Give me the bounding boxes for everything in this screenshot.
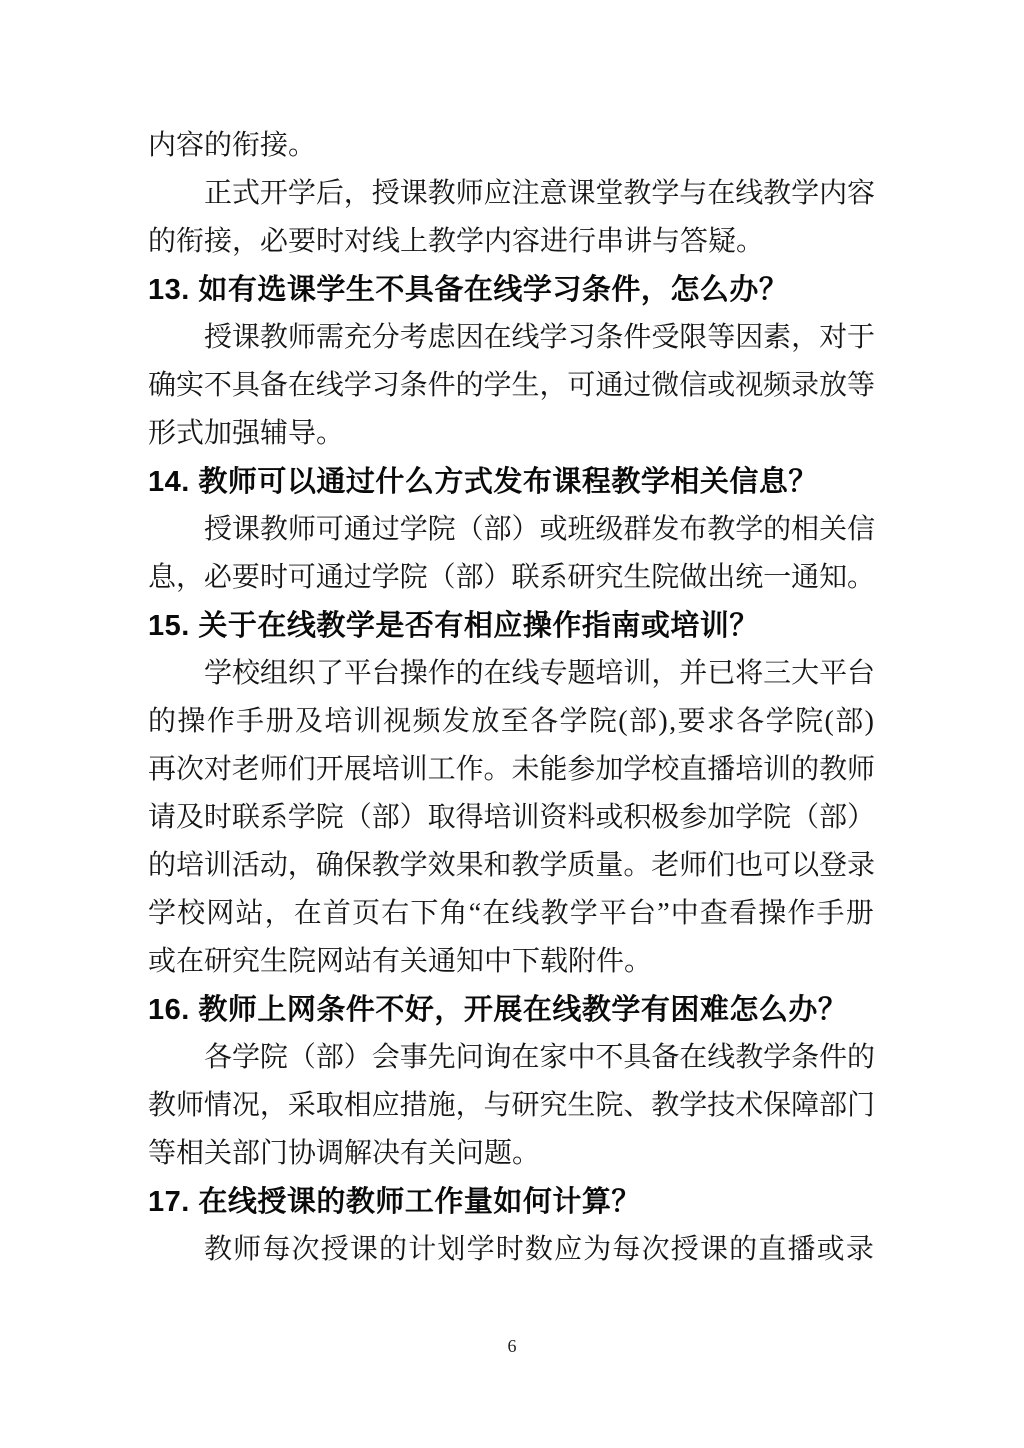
body-text-line — [148, 746, 875, 794]
body-text-line — [148, 794, 875, 842]
question-heading — [148, 458, 875, 506]
question-heading — [148, 602, 875, 650]
text-run: 再次对老师们开展培训工作。未能参加学校直播培训的教师 — [148, 754, 876, 785]
body-text-line — [148, 314, 875, 362]
text-run: 或在研究生院网站有关通知中下载附件。 — [148, 946, 653, 977]
text-run: 形式加强辅导。 — [148, 418, 345, 449]
text-run: 确实不具备在线学习条件的学生，可通过微信或视频录放等 — [148, 370, 876, 401]
text-run: 15. 关于在线教学是否有相应操作指南或培训？ — [148, 610, 759, 642]
body-text-line — [148, 938, 875, 986]
body-text-line — [148, 218, 875, 266]
body-text-line — [148, 650, 875, 698]
text-run: 16. 教师上网条件不好，开展在线教学有困难怎么办？ — [148, 994, 848, 1026]
body-text-line — [148, 1034, 875, 1082]
text-run: 等相关部门协调解决有关问题。 — [148, 1138, 541, 1169]
body-text-line — [148, 410, 875, 458]
text-run: 内容的衔接。 — [148, 130, 317, 161]
text-run: 13. 如有选课学生不具备在线学习条件，怎么办？ — [148, 274, 789, 306]
body-text-line — [148, 890, 875, 938]
text-run: 的培训活动，确保教学效果和教学质量。老师们也可以登录 — [148, 850, 876, 881]
page-number: 6 — [507, 1336, 517, 1356]
question-heading — [148, 1178, 875, 1226]
text-run: 正式开学后，授课教师应注意课堂教学与在线教学内容 — [204, 178, 876, 209]
body-text-line — [148, 1130, 875, 1178]
body-text-line — [148, 1226, 875, 1274]
body-text-line — [148, 506, 875, 554]
text-run: 教师每次授课的计划学时数应为每次授课的直播或录 — [204, 1234, 876, 1265]
text-run: 学校网站，在首页右下角“在线教学平台”中查看操作手册 — [148, 898, 875, 929]
body-text-line — [148, 170, 875, 218]
text-run: 息，必要时可通过学院（部）联系研究生院做出统一通知。 — [148, 562, 876, 593]
text-run: 授课教师需充分考虑因在线学习条件受限等因素，对于 — [204, 322, 876, 353]
text-run: 各学院（部）会事先问询在家中不具备在线教学条件的 — [204, 1042, 876, 1073]
question-heading — [148, 266, 875, 314]
text-run: 授课教师可通过学院（部）或班级群发布教学的相关信 — [204, 514, 876, 545]
body-text-line — [148, 842, 875, 890]
document-body — [148, 122, 875, 1274]
text-run: 的操作手册及培训视频发放至各学院(部),要求各学院(部) — [148, 706, 876, 737]
text-run: 17. 在线授课的教师工作量如何计算？ — [148, 1186, 641, 1218]
body-text-line — [148, 122, 875, 170]
text-run: 教师情况，采取相应措施，与研究生院、教学技术保障部门 — [148, 1090, 876, 1121]
text-run: 学校组织了平台操作的在线专题培训，并已将三大平台 — [204, 658, 876, 689]
text-run: 请及时联系学院（部）取得培训资料或积极参加学院（部） — [148, 802, 876, 833]
question-heading — [148, 986, 875, 1034]
body-text-line — [148, 362, 875, 410]
text-run: 14. 教师可以通过什么方式发布课程教学相关信息？ — [148, 466, 818, 498]
body-text-line — [148, 698, 875, 746]
text-run: 的衔接，必要时对线上教学内容进行串讲与答疑。 — [148, 226, 765, 257]
body-text-line — [148, 1082, 875, 1130]
body-text-line — [148, 554, 875, 602]
